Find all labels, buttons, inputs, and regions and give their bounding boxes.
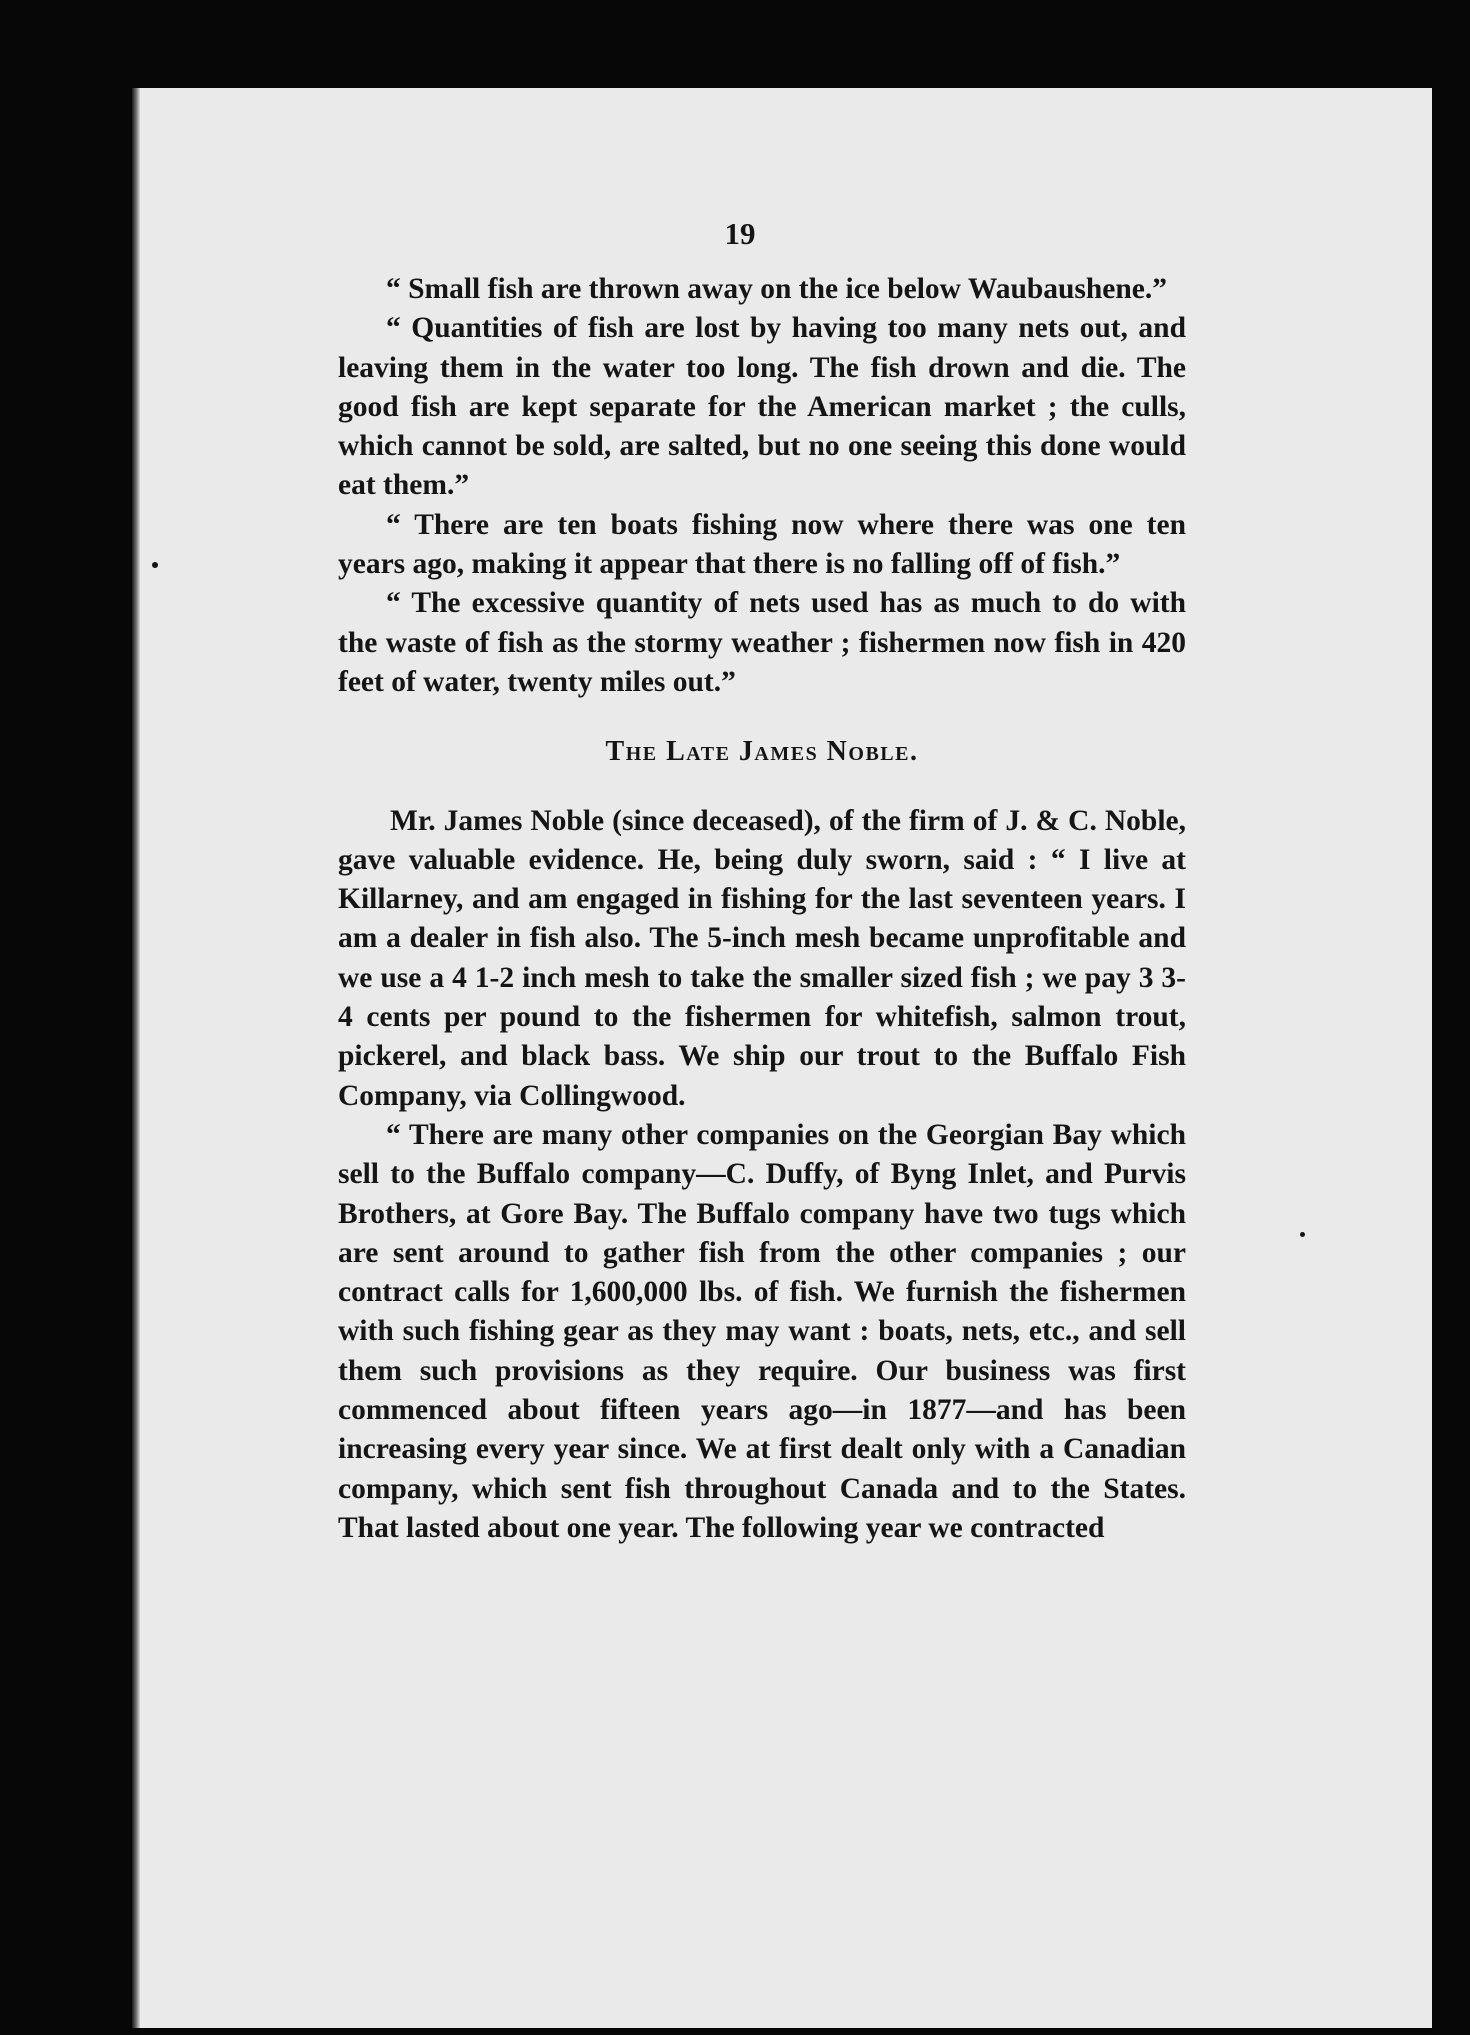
body-text <box>338 270 1186 1548</box>
paragraph: “ The excessive quantity of nets used has as much to do with the waste of fish as the stormy weather ; fishermen now fish in 420 feet of water, twenty miles out.” <box>338 587 1186 698</box>
paragraph: “ Small fish are thrown away on the ice below Waubaushene.” <box>386 273 1168 305</box>
paragraph: “ There are many other companies on the Georgian Bay which sell to the Buffalo company—C. Duffy, of Byng Inlet, and Purvis Brothers, at Gore Bay. The Buffalo company have two tugs which are sent around to gather fish from the other companies ; our contract calls for 1,600,000 lbs. of fish. We furnish the fishermen with such fishing gear as they may want : boats, nets, etc., and sell them such provisions as they require. Our business was first commenced about fifteen years ago—in 1877—and has been increasing every year since. We at first dealt only with a Canadian company, which sent fish throughout Canada and to the States. That lasted about one year. The following year we contracted <box>338 1118 1186 1544</box>
paragraph: Mr. James Noble (since deceased), of the firm of J. & C. Noble, gave valuable evidence. He, being duly sworn, said : “ I live at Killarney, and am engaged in fishing for the last seventeen years. I am a dealer in fish also. The 5-inch mesh became unprofitable and we use a 4 1-2 inch mesh to take the smaller sized fish ; we pay 3 3-4 cents per pound to the fishermen for whitefish, salmon trout, pickerel, and black bass. We ship our trout to the Buffalo Fish Company, via Collingwood. <box>338 804 1186 1112</box>
paragraph: “ Quantities of fish are lost by having too many nets out, and leaving them in the water too long. The fish drown and die. The good fish are kept separate for the American market ; the culls, which cannot be sold, are salted, but no one seeing this done would eat them.” <box>338 312 1186 502</box>
scan-speck <box>152 562 158 568</box>
section-heading: The Late James Noble. <box>605 736 919 768</box>
paragraph: “ There are ten boats fishing now where there was one ten years ago, making it appear that there is no falling off of fish.” <box>338 508 1186 581</box>
page-gutter-edge <box>132 88 140 2028</box>
scan-speck <box>1300 1232 1305 1237</box>
page-number: 19 <box>724 216 756 251</box>
